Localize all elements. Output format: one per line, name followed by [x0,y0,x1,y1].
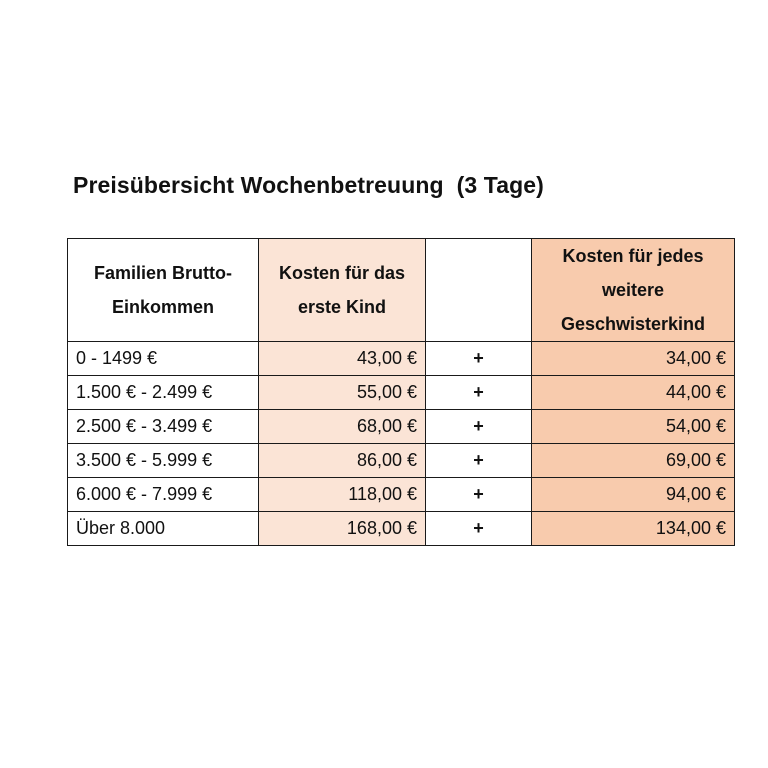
income-cell: 2.500 € - 3.499 € [68,410,259,444]
plus-cell: + [426,376,532,410]
first-child-cost-cell: 168,00 € [259,512,426,546]
further-child-cost-cell: 134,00 € [532,512,735,546]
table-row [68,444,735,478]
table-row [68,410,735,444]
further-child-cost-cell: 54,00 € [532,410,735,444]
plus-cell: + [426,342,532,376]
header-first-child: Kosten für das erste Kind [259,239,426,342]
table-row [68,376,735,410]
first-child-cost-cell: 86,00 € [259,444,426,478]
income-cell: Über 8.000 [68,512,259,546]
table-row [68,512,735,546]
table-row [68,342,735,376]
header-further-child: Kosten für jedes weitere Geschwisterkind [532,239,735,342]
income-cell: 1.500 € - 2.499 € [68,376,259,410]
header-income: Familien Brutto-Einkommen [68,239,259,342]
plus-cell: + [426,512,532,546]
page-title: Preisübersicht Wochenbetreuung (3 Tage) [73,172,544,198]
first-child-cost-cell: 43,00 € [259,342,426,376]
first-child-cost-cell: 55,00 € [259,376,426,410]
first-child-cost-cell: 68,00 € [259,410,426,444]
plus-cell: + [426,410,532,444]
plus-cell: + [426,444,532,478]
further-child-cost-cell: 44,00 € [532,376,735,410]
table-row [68,478,735,512]
income-cell: 0 - 1499 € [68,342,259,376]
income-cell: 3.500 € - 5.999 € [68,444,259,478]
table-header-row [68,239,735,342]
first-child-cost-cell: 118,00 € [259,478,426,512]
header-plus [426,239,532,342]
further-child-cost-cell: 94,00 € [532,478,735,512]
further-child-cost-cell: 69,00 € [532,444,735,478]
plus-cell: + [426,478,532,512]
income-cell: 6.000 € - 7.999 € [68,478,259,512]
further-child-cost-cell: 34,00 € [532,342,735,376]
price-table [67,238,735,546]
